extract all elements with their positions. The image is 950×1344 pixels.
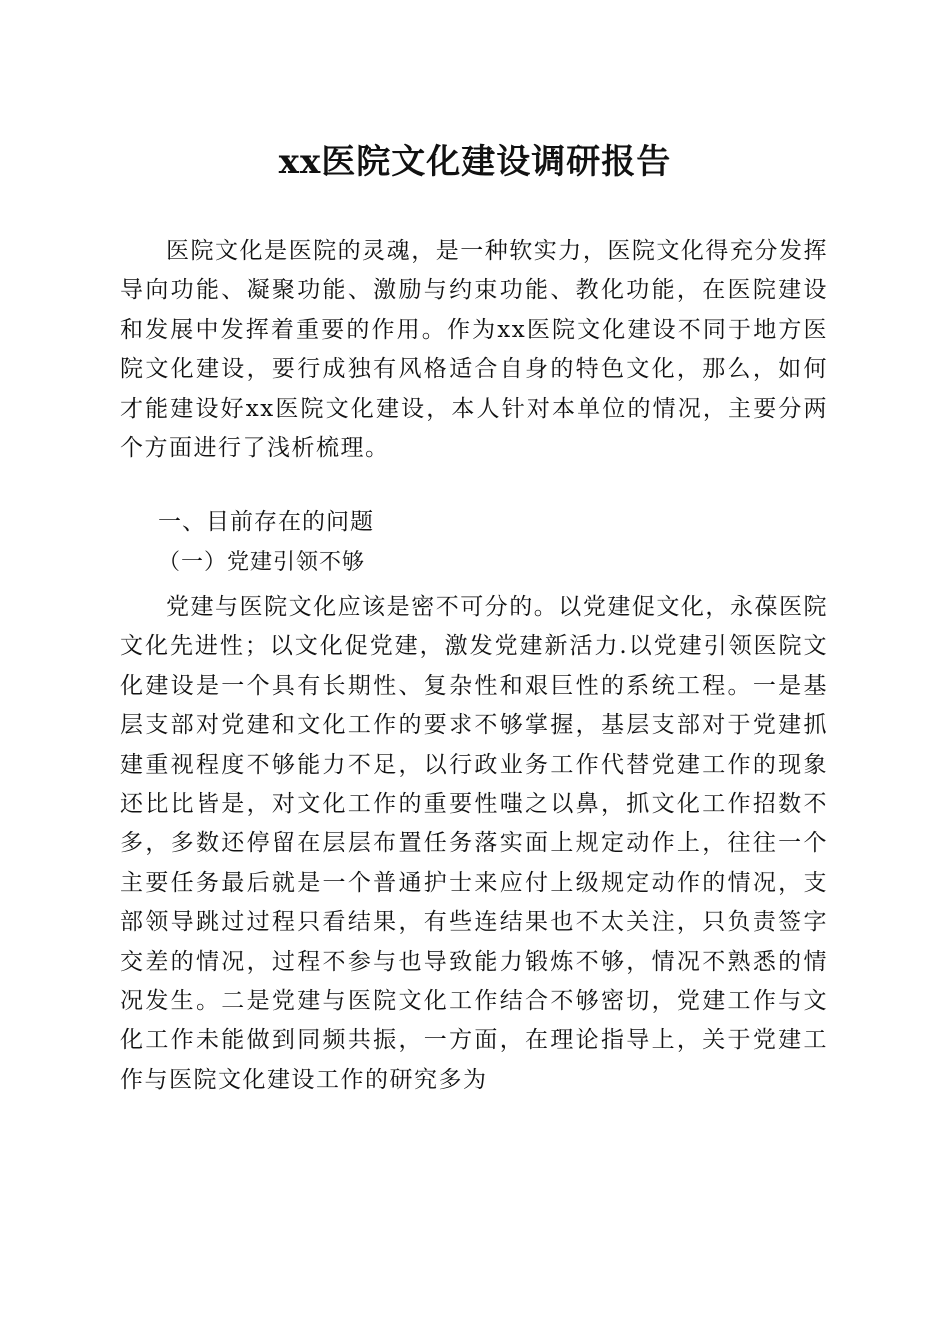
section-heading: 一、目前存在的问题 — [158, 509, 374, 535]
subsection-heading: （一）党建引领不够 — [158, 550, 366, 575]
body-paragraph: 党建与医院文化应该是密不可分的。以党建促文化，永葆医院文化先进性；以文化促党建，激发党建新活力.以党建引领医院文化建设是一个具有长期性、复杂性和艰巨性的系统工程。一是基层支部对党建和文化工作的要求不够掌握，基层支部对于党建抓建重视程度不够能力不足，以行政业务工作代替党建工作的现象还比比皆是，对文化工作的重要性嗤之以鼻，抓文化工作招数不多，多数还停留在层层布置任务落实面上规定动作上，往往一个主要任务最后就是一个普通护士来应付上级规定动作的情况，支部领导跳过过程只看结果，有些连结果也不太关注，只负责签字交差的情况，过程不参与也导致能力锻炼不够，情况不熟悉的情况发生。二是党建与医院文化工作结合不够密切，党建工作与文化工作未能做到同频共振，一方面，在理论指导上，关于党建工作与医院文化建设工作的研究多为 — [120, 594, 828, 1093]
intro-paragraph: 医院文化是医院的灵魂，是一种软实力，医院文化得充分发挥导向功能、凝聚功能、激励与约束功能、教化功能，在医院建设和发展中发挥着重要的作用。作为xx医院文化建设不同于地方医院文化建设，要行成独有风格适合自身的特色文化，那么，如何才能建设好xx医院文化建设，本人针对本单位的情况，主要分两个方面进行了浅析梳理。 — [120, 238, 828, 462]
document-title: xx医院文化建设调研报告 — [278, 142, 672, 182]
